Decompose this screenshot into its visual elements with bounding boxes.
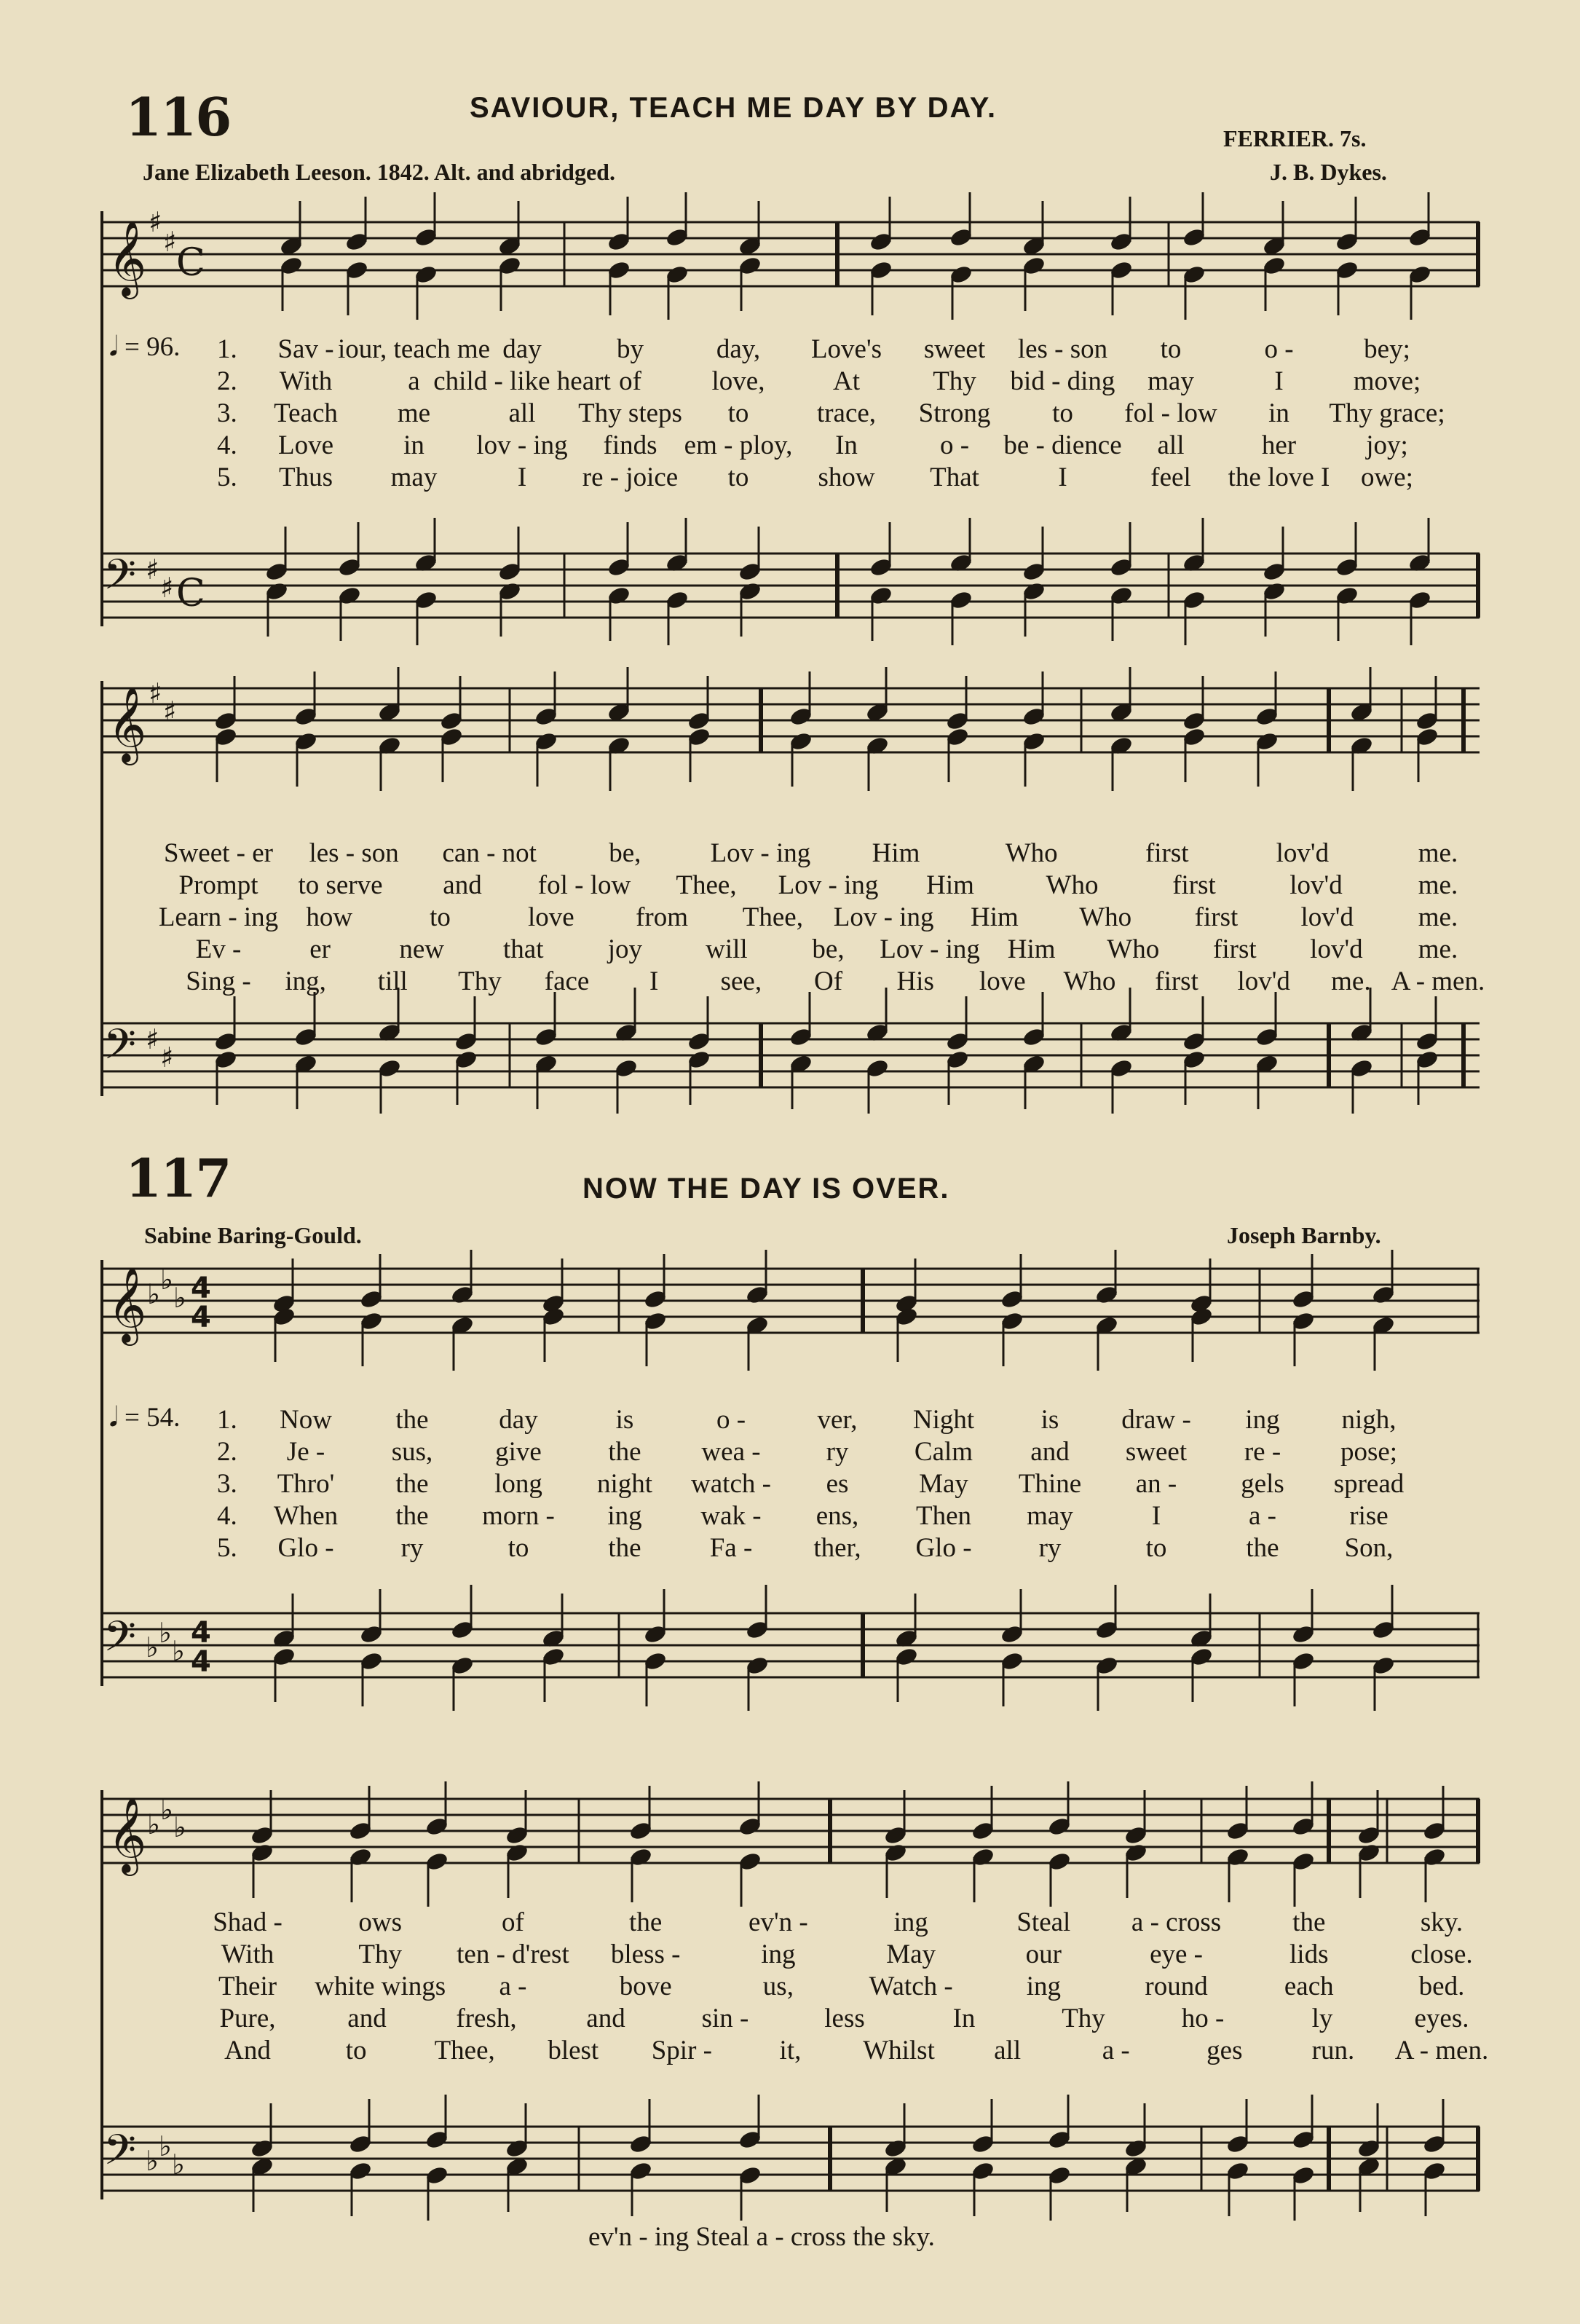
lyric-syllable: wea -	[701, 1437, 761, 1467]
lyric-syllable: Him	[971, 902, 1019, 932]
lyric-syllable: ry	[1038, 1533, 1062, 1563]
lyric-syllable: joy;	[1366, 430, 1408, 460]
lyric-syllable: a	[408, 366, 420, 396]
lyric-syllable: Lov - ing	[778, 870, 879, 900]
lyric-syllable: the	[608, 1533, 641, 1563]
music-credit: J. B. Dykes.	[1270, 159, 1387, 185]
lyric-syllable: Sav -	[277, 334, 334, 364]
lyric-syllable: wak -	[700, 1501, 762, 1531]
lyric-syllable: Love	[277, 430, 334, 460]
lyric-syllable: ry	[400, 1533, 424, 1563]
lyric-syllable: Watch -	[869, 1972, 953, 2001]
lyric-syllable: His	[896, 966, 934, 996]
lyric-syllable: Thy	[933, 366, 976, 396]
lyric-syllable: ten - d'rest	[457, 1939, 569, 1969]
lyric-syllable: ing,	[285, 966, 326, 996]
svg-text:4: 4	[191, 1616, 211, 1650]
lyric-syllable: bey;	[1364, 334, 1410, 364]
lyric-syllable: love	[979, 966, 1026, 996]
svg-text:♭: ♭	[147, 1808, 160, 1840]
svg-text:4: 4	[191, 1645, 211, 1679]
lyric-syllable: In	[835, 430, 858, 460]
svg-text:4: 4	[191, 1301, 211, 1334]
svg-text:♭: ♭	[160, 1794, 173, 1826]
lyric-syllable: lov'd	[1300, 902, 1354, 932]
lyric-syllable: re - joice	[582, 462, 679, 492]
lyric-syllable: sin -	[701, 2004, 749, 2033]
lyric-syllable: a - cross	[1131, 1907, 1222, 1937]
hymn-title: NOW THE DAY IS OVER.	[582, 1173, 950, 1205]
lyric-syllable: Sweet - er	[164, 838, 273, 868]
lyric-syllable: eye -	[1150, 1939, 1204, 1969]
lyric-syllable: re -	[1244, 1437, 1281, 1467]
svg-text:♭: ♭	[172, 2148, 185, 2181]
lyric-syllable: be,	[609, 838, 641, 868]
lyric-syllable: her	[1261, 430, 1297, 460]
svg-text:C: C	[176, 241, 205, 285]
lyric-syllable: a -	[1249, 1501, 1276, 1531]
lyric-syllable: Whilst	[863, 2036, 935, 2065]
verse-number: 5.	[217, 462, 237, 492]
lyric-syllable: lids	[1289, 1939, 1329, 1969]
lyric-syllable: May	[919, 1469, 968, 1499]
lyric-syllable: move;	[1353, 366, 1421, 396]
lyric-syllable: of	[619, 366, 641, 396]
lyric-syllable: first	[1172, 870, 1216, 900]
lyric-syllable: sweet	[1125, 1437, 1188, 1467]
lyric-syllable: That	[930, 462, 979, 492]
lyric-syllable: les - son	[309, 838, 399, 868]
lyric-syllable: me.	[1418, 902, 1458, 932]
lyric-syllable: Fa -	[709, 1533, 753, 1563]
lyric-syllable: white wings	[315, 1972, 446, 2001]
lyric-syllable: be - dience	[1003, 430, 1122, 460]
lyric-syllable: a -	[1102, 2036, 1130, 2065]
lyric-syllable: eyes.	[1414, 2004, 1469, 2033]
lyric-syllable: and	[586, 2004, 625, 2033]
lyric-syllable: Lov - ing	[833, 902, 934, 932]
lyric-syllable: draw -	[1121, 1405, 1191, 1435]
lyric-syllable: Glo -	[915, 1533, 972, 1563]
lyric-syllable: Ev -	[195, 934, 242, 964]
lyric-syllable: first	[1213, 934, 1257, 964]
lyric-syllable: ho -	[1181, 2004, 1225, 2033]
lyric-syllable: Love's	[810, 334, 882, 364]
lyric-syllable: may	[390, 462, 438, 492]
lyric-syllable: me.	[1418, 934, 1458, 964]
lyric-syllable: to	[727, 398, 749, 428]
lyric-syllable: day	[502, 334, 542, 364]
lyric-syllable: to serve	[298, 870, 383, 900]
tempo-marking: 𝅘𝅥 = 54.	[109, 1403, 181, 1433]
bass-underlay-text: ev'n - ing Steal a - cross the sky.	[588, 2222, 935, 2252]
lyric-syllable: me.	[1418, 870, 1458, 900]
lyric-syllable: les - son	[1017, 334, 1108, 364]
lyric-syllable: o -	[939, 430, 970, 460]
lyric-syllable: o -	[1264, 334, 1294, 364]
lyric-syllable: At	[833, 366, 860, 396]
lyric-syllable: Prompt	[178, 870, 258, 900]
lyric-syllable: sky.	[1420, 1907, 1464, 1937]
lyric-syllable: watch -	[691, 1469, 771, 1499]
lyric-syllable: me.	[1331, 966, 1371, 996]
lyric-syllable: es	[826, 1469, 849, 1499]
lyric-syllable: Who	[1107, 934, 1160, 964]
lyric-syllable: the	[629, 1907, 663, 1937]
lyric-syllable: ows	[358, 1907, 403, 1937]
lyric-syllable: I	[517, 462, 527, 492]
lyric-syllable: give	[495, 1437, 542, 1467]
verse-number: 1.	[217, 1405, 237, 1435]
lyric-syllable: sus,	[391, 1437, 433, 1467]
svg-text:♯: ♯	[149, 677, 162, 709]
lyric-syllable: Son,	[1344, 1533, 1394, 1563]
lyric-syllable: new	[399, 934, 444, 964]
lyric-syllable: Teach	[274, 398, 338, 428]
lyric-syllable: lov'd	[1237, 966, 1290, 996]
lyric-syllable: ver,	[817, 1405, 858, 1435]
words-credit: Jane Elizabeth Leeson. 1842. Alt. and abridged.	[143, 159, 615, 185]
lyric-syllable: to	[727, 462, 749, 492]
lyric-syllable: be,	[812, 934, 845, 964]
lyric-syllable: ing	[893, 1907, 928, 1937]
lyric-syllable: lov'd	[1310, 934, 1363, 964]
lyric-syllable: I	[1151, 1501, 1161, 1531]
lyric-syllable: Learn - ing	[158, 902, 279, 932]
lyric-syllable: show	[818, 462, 875, 492]
lyric-syllable: Steal	[1016, 1907, 1071, 1937]
lyric-syllable: When	[273, 1501, 339, 1531]
lyric-syllable: in	[403, 430, 424, 460]
lyric-syllable: ing	[1245, 1405, 1280, 1435]
lyric-syllable: by	[617, 334, 644, 364]
lyric-syllable: Night	[912, 1405, 975, 1435]
lyric-syllable: it,	[779, 2036, 802, 2065]
svg-text:♭: ♭	[147, 1278, 160, 1310]
hymn-title: SAVIOUR, TEACH ME DAY BY DAY.	[470, 92, 998, 124]
lyric-syllable: Who	[1079, 902, 1132, 932]
lyric-syllable: Thus	[279, 462, 333, 492]
lyric-syllable: to	[1052, 398, 1073, 428]
lyric-syllable: Glo -	[277, 1533, 334, 1563]
tune-name: FERRIER. 7s.	[1223, 125, 1367, 151]
lyric-syllable: Thee,	[434, 2036, 495, 2065]
lyric-syllable: Him	[926, 870, 974, 900]
svg-text:♭: ♭	[146, 1631, 159, 1663]
lyric-syllable: to	[507, 1533, 529, 1563]
lyric-syllable: round	[1145, 1972, 1208, 2001]
lyric-syllable: In	[952, 2004, 976, 2033]
lyric-syllable: ing	[761, 1939, 796, 1969]
lyric-syllable: Je -	[286, 1437, 325, 1467]
lyric-syllable: feel	[1150, 462, 1191, 492]
lyric-syllable: all	[508, 398, 536, 428]
lyric-syllable: Shad -	[213, 1907, 283, 1937]
lyric-syllable: a -	[499, 1972, 527, 2001]
lyric-syllable: A - men.	[1394, 2036, 1489, 2065]
lyric-syllable: day,	[716, 334, 761, 364]
lyric-syllable: night	[596, 1469, 653, 1499]
lyric-syllable: first	[1194, 902, 1239, 932]
lyric-syllable: how	[306, 902, 353, 932]
lyric-syllable: the	[1292, 1907, 1326, 1937]
svg-text:4: 4	[191, 1272, 211, 1305]
lyric-syllable: Strong	[918, 398, 991, 428]
svg-text:♯: ♯	[149, 206, 162, 238]
lyric-syllable: o -	[716, 1405, 746, 1435]
lyric-syllable: to	[430, 902, 451, 932]
lyric-syllable: pose;	[1340, 1437, 1398, 1467]
svg-text:♭: ♭	[160, 1264, 173, 1296]
hymn-number: 116	[125, 86, 231, 148]
verse-number: 3.	[217, 1469, 237, 1499]
verse-number: 4.	[217, 1501, 237, 1531]
lyric-syllable: run.	[1311, 2036, 1355, 2065]
lyric-syllable: bid - ding	[1010, 366, 1115, 396]
lyric-syllable: ly	[1311, 2004, 1333, 2033]
lyric-syllable: may	[1027, 1501, 1073, 1531]
lyric-syllable: the	[395, 1469, 429, 1499]
lyric-syllable: rise	[1349, 1501, 1389, 1531]
lyric-syllable: nigh,	[1341, 1405, 1397, 1435]
lyric-syllable: finds	[603, 430, 657, 460]
lyric-syllable: spread	[1333, 1469, 1405, 1499]
lyric-syllable: till	[377, 966, 408, 996]
lyric-syllable: Of	[813, 966, 843, 996]
lyric-syllable: and	[443, 870, 482, 900]
lyric-syllable: gels	[1241, 1469, 1284, 1499]
tempo-marking: 𝅘𝅥 = 96.	[109, 332, 181, 362]
lyric-syllable: I	[1274, 366, 1284, 396]
lyric-syllable: an -	[1135, 1469, 1177, 1499]
lyric-syllable: all	[994, 2036, 1022, 2065]
lyric-syllable: our	[1025, 1939, 1062, 1969]
verse-number: 5.	[217, 1533, 237, 1563]
lyric-syllable: face	[544, 966, 590, 996]
lyric-syllable: Thy	[358, 1939, 403, 1969]
lyric-syllable: Who	[1005, 838, 1058, 868]
lyric-syllable: May	[886, 1939, 936, 1969]
lyric-syllable: joy	[607, 934, 642, 964]
lyric-syllable: us,	[762, 1972, 794, 2001]
words-credit: Sabine Baring-Gould.	[144, 1222, 362, 1248]
lyric-syllable: in	[1268, 398, 1289, 428]
svg-text:♭: ♭	[146, 2145, 159, 2177]
svg-text:♯: ♯	[163, 226, 177, 258]
verse-number: 2.	[217, 366, 237, 396]
lyric-syllable: that	[503, 934, 544, 964]
bass-clef-icon: 𝄢	[103, 550, 137, 610]
lyric-syllable: me	[397, 398, 431, 428]
lyric-syllable: from	[636, 902, 689, 932]
lyric-syllable: first	[1145, 838, 1189, 868]
lyric-syllable: to	[345, 2036, 367, 2065]
treble-clef-icon: 𝄞	[108, 220, 147, 296]
lyric-syllable: each	[1284, 1972, 1334, 2001]
treble-clef-icon: 𝄞	[108, 1267, 147, 1343]
svg-text:♯: ♯	[146, 554, 159, 586]
lyric-syllable: child - like heart	[433, 366, 611, 396]
lyric-syllable: lov'd	[1289, 870, 1343, 900]
treble-staff	[102, 222, 1480, 286]
lyric-syllable: ges	[1206, 2036, 1243, 2065]
lyric-syllable: ing	[1026, 1972, 1061, 2001]
lyric-syllable: Thee,	[742, 902, 803, 932]
lyric-syllable: fresh,	[456, 2004, 517, 2033]
lyric-syllable: With	[279, 366, 333, 396]
svg-text:♯: ♯	[146, 1023, 159, 1055]
lyric-syllable: fol - low	[537, 870, 631, 900]
lyric-syllable: Him	[872, 838, 920, 868]
lyric-syllable: the	[608, 1437, 641, 1467]
lyric-syllable: And	[224, 2036, 271, 2065]
lyric-syllable: long	[494, 1469, 542, 1499]
lyric-syllable: Calm	[914, 1437, 973, 1467]
lyric-syllable: Thy steps	[578, 398, 682, 428]
lyric-syllable: Thy	[458, 966, 502, 996]
svg-text:♭: ♭	[159, 2130, 172, 2162]
lyric-syllable: can - not	[442, 838, 537, 868]
lyric-syllable: I	[649, 966, 659, 996]
lyric-syllable: em - ploy,	[684, 430, 793, 460]
lyric-syllable: Lov - ing	[710, 838, 811, 868]
lyric-syllable: er	[309, 934, 331, 964]
lyric-syllable: Lov - ing	[880, 934, 980, 964]
svg-text:♭: ♭	[173, 1282, 186, 1314]
lyric-syllable: Spir -	[651, 2036, 712, 2065]
verse-number: 2.	[217, 1437, 237, 1467]
lyric-syllable: Their	[218, 1972, 277, 2001]
lyric-syllable: and	[1030, 1437, 1070, 1467]
lyric-syllable: Now	[280, 1405, 332, 1435]
lyric-syllable: the	[395, 1501, 429, 1531]
svg-text:♭: ♭	[173, 1811, 186, 1843]
lyric-syllable: ther,	[813, 1533, 861, 1563]
lyric-syllable: day	[499, 1405, 538, 1435]
lyric-syllable: I	[1058, 462, 1067, 492]
lyric-syllable: trace,	[816, 398, 877, 428]
lyric-syllable: the	[395, 1405, 429, 1435]
lyric-syllable: Who	[1046, 870, 1099, 900]
lyric-syllable: fol - low	[1124, 398, 1217, 428]
lyric-syllable: the love I	[1228, 462, 1330, 492]
lyric-syllable: is	[615, 1405, 634, 1435]
lyric-syllable: Thy	[1062, 2004, 1105, 2033]
lyric-syllable: bless -	[610, 1939, 681, 1969]
svg-text:♯: ♯	[160, 572, 174, 604]
lyric-syllable: love,	[711, 366, 765, 396]
svg-text:♭: ♭	[159, 1617, 172, 1649]
hymn-number: 117	[125, 1147, 231, 1209]
verse-number: 1.	[217, 334, 237, 364]
lyric-syllable: first	[1155, 966, 1198, 996]
music-credit: Joseph Barnby.	[1227, 1222, 1381, 1248]
verse-number: 3.	[217, 398, 237, 428]
bass-clef-icon: 𝄢	[103, 2125, 137, 2185]
treble-clef-icon: 𝄞	[108, 1797, 147, 1873]
lyric-syllable: Thine	[1018, 1469, 1082, 1499]
lyric-syllable: bove	[619, 1972, 672, 2001]
svg-text:C: C	[176, 572, 205, 615]
svg-text:♯: ♯	[160, 1041, 174, 1074]
lyric-syllable: Thee,	[676, 870, 737, 900]
lyric-syllable: to	[1160, 334, 1182, 364]
lyric-syllable: ry	[826, 1437, 849, 1467]
lyric-syllable: With	[221, 1939, 274, 1969]
lyric-syllable: of	[502, 1907, 524, 1937]
lyric-syllable: lov - ing	[476, 430, 568, 460]
lyric-syllable: ev'n -	[748, 1907, 808, 1937]
bass-clef-icon: 𝄢	[103, 1612, 137, 1671]
svg-text:♭: ♭	[172, 1635, 185, 1667]
lyric-syllable: sweet	[923, 334, 986, 364]
verse-number: 4.	[217, 430, 237, 460]
lyric-syllable: lov'd	[1276, 838, 1330, 868]
lyric-syllable: and	[347, 2004, 387, 2033]
lyric-syllable: owe;	[1361, 462, 1413, 492]
treble-clef-icon: 𝄞	[108, 686, 147, 763]
lyric-syllable: will	[706, 934, 748, 964]
lyric-syllable: Thy grace;	[1329, 398, 1445, 428]
lyric-syllable: ens,	[815, 1501, 859, 1531]
lyric-syllable: me.	[1418, 838, 1458, 868]
lyric-syllable: Sing -	[186, 966, 251, 996]
lyric-syllable: close.	[1410, 1939, 1473, 1969]
lyric-syllable: morn -	[482, 1501, 555, 1531]
lyric-syllable: may	[1148, 366, 1194, 396]
lyric-syllable: iour, teach me	[337, 334, 491, 364]
lyric-syllable: ing	[607, 1501, 642, 1531]
lyric-syllable: the	[1246, 1533, 1279, 1563]
lyric-syllable: is	[1040, 1405, 1059, 1435]
lyric-syllable: Thro'	[277, 1469, 335, 1499]
lyric-syllable: bed.	[1418, 1972, 1465, 2001]
lyric-syllable: Him	[1007, 934, 1056, 964]
lyric-syllable: to	[1145, 1533, 1167, 1563]
lyric-syllable: blest	[548, 2036, 599, 2065]
lyric-syllable: Who	[1063, 966, 1116, 996]
svg-text:♯: ♯	[163, 696, 177, 728]
lyric-syllable: love	[527, 902, 574, 932]
lyric-syllable: Pure,	[219, 2004, 276, 2033]
lyric-syllable: all	[1157, 430, 1185, 460]
lyric-syllable: see,	[720, 966, 762, 996]
bass-clef-icon: 𝄢	[103, 1020, 137, 1079]
lyric-syllable: A - men.	[1391, 966, 1485, 996]
lyric-syllable: Then	[915, 1501, 972, 1531]
lyric-syllable: less	[824, 2004, 865, 2033]
